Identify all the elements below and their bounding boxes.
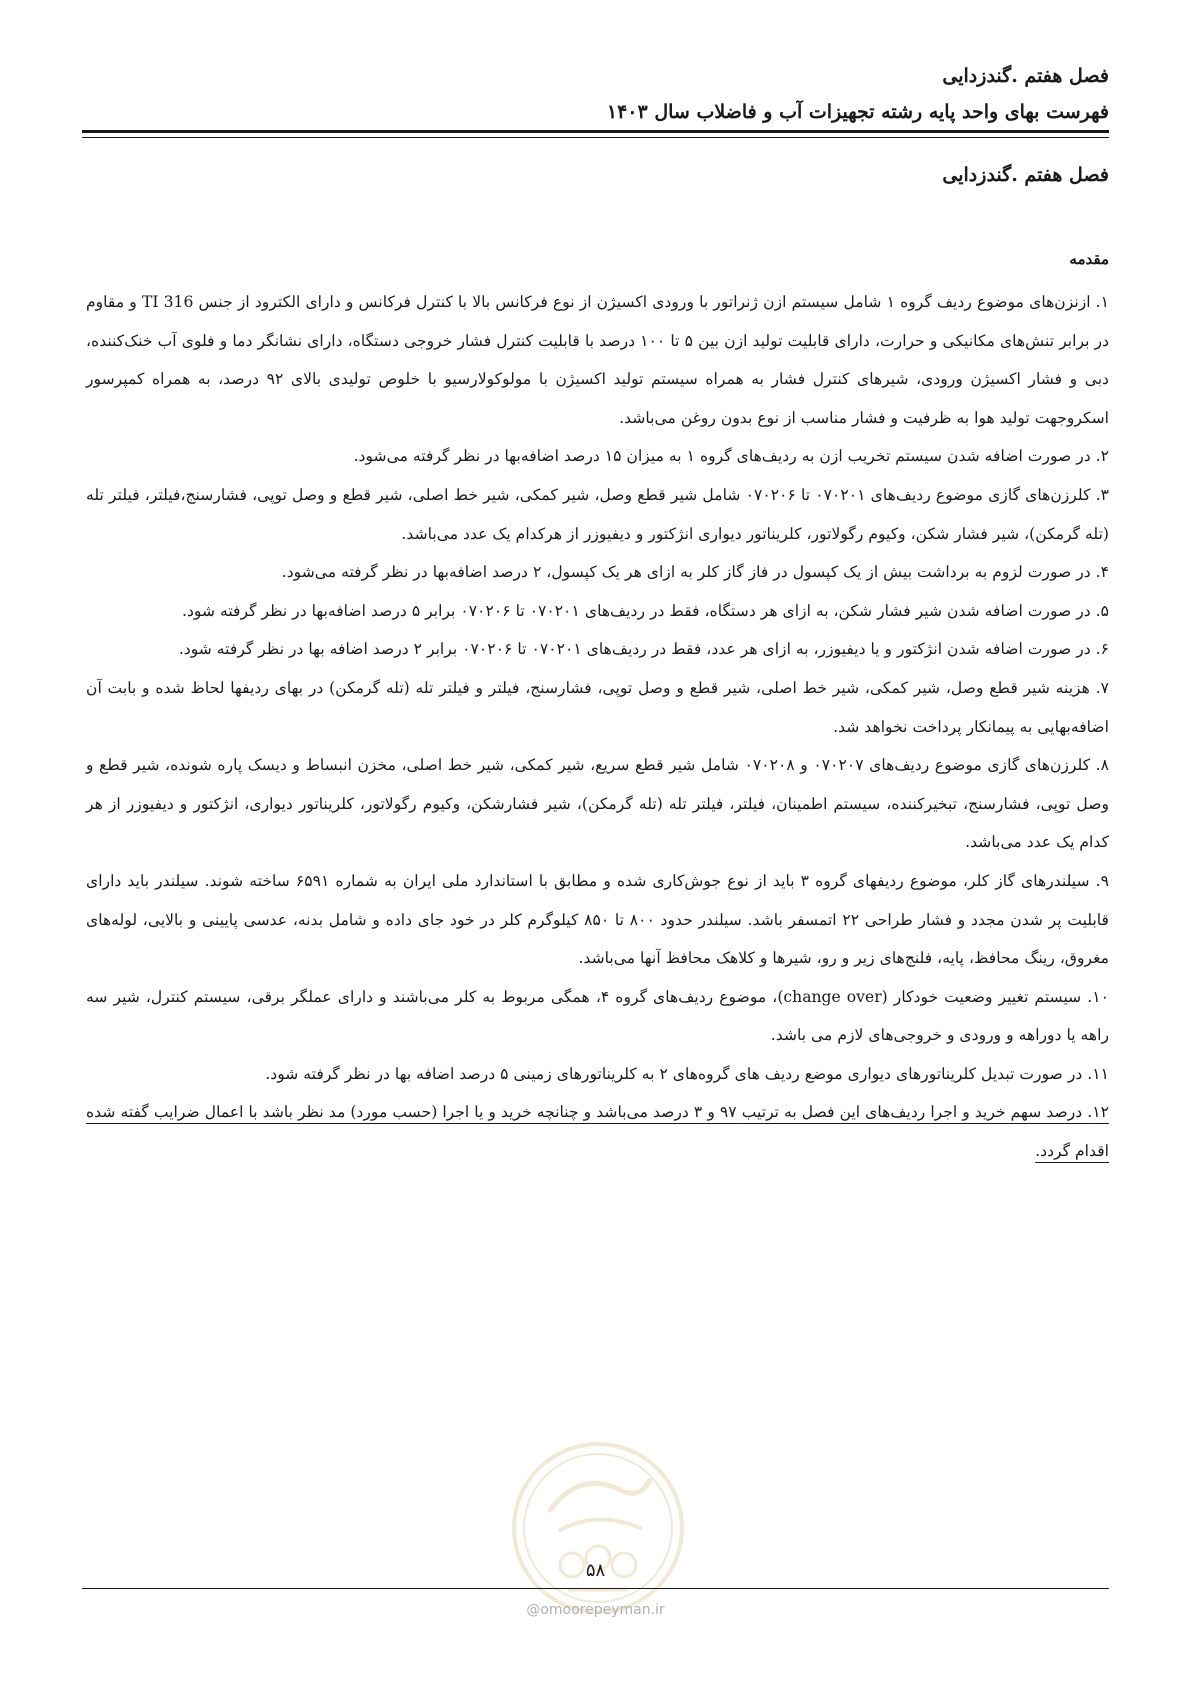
paragraph-2: ۲. در صورت اضافه شدن سیستم تخریب ازن به ردیف‌های گروه ۱ به میزان ۱۵ درصد اضافه‌بها در نظر گرفته می‌شود.	[353, 447, 1109, 466]
paragraph-5: ۵. در صورت اضافه شدن شیر فشار شکن، به ازای هر دستگاه، فقط در ردیف‌های ۰۷۰۲۰۱ تا ۰۷۰۲۰۶ برابر ۵ درصد اضافه‌بها در نظر گرفته شود.	[181, 601, 1109, 620]
footer-url: @omoorepeyman.ir	[526, 1602, 665, 1618]
header-chapter-line: فصل هفتم .گندزدایی	[942, 65, 1109, 87]
paragraph-1: ۱. ازنزن‌های موضوع ردیف گروه ۱ شامل سیستم ازن ژنراتور با ورودی اکسیژن از نوع فرکانس بالا با کنترل فرکانس و دارای الکترود از جنس TI 316 و مقاوم در برابر تنش‌های مکانیکی و حرارت، دارای قابلیت تولید ازن بین ۵ تا ۱۰۰ درصد با قابلیت کنترل فشار خروجی دستگاه، دارای نشانگر دما و فلوی آب خنک‌کننده، دبی و فشار اکسیژن ورودی، شیرهای کنترل فشار به همراه سیستم تولید اکسیژن با مولوکولارسیو با خلوص تولیدی بالای ۹۲ درصد، به همراه کمپرسور اسکروجهت تولید هوا به ظرفیت و فشار مناسب از نوع بدون روغن می‌باشد.	[86, 293, 1110, 427]
paragraph-8: ۸. کلرزن‌های گازی موضوع ردیف‌های ۰۷۰۲۰۷ و ۰۷۰۲۰۸ شامل شیر قطع سریع، شیر کمکی، شیر خط اصلی، مخزن انبساط و دیسک پاره شونده، شیر قطع و وصل توپی، فشارسنج، تبخیرکننده، سیستم اطمینان، فیلتر، فیلتر تله (تله گرمکن)، شیر فشارشکن، وکیوم رگولاتور، کلریناتور دیواری، انژکتور و دیفیوزر از هر کدام یک عدد می‌باشد.	[86, 756, 1109, 852]
header-thick-divider	[82, 130, 1109, 133]
header-document-title: فهرست بهای واحد پایه رشته تجهیزات آب و فاضلاب سال ۱۴۰۳	[606, 101, 1109, 123]
page-number: ۵۸	[585, 1560, 606, 1581]
paragraph-12: ۱۲. درصد سهم خرید و اجرا ردیف‌های این فصل به ترتیب ۹۷ و ۳ درصد می‌باشد و چنانچه خرید و یا اجرا (حسب مورد) مد نظر باشد با اعمال ضرایب گفته شده اقدام گردد.	[86, 1103, 1109, 1161]
footer-divider	[82, 1588, 1109, 1589]
paragraph-11: ۱۱. در صورت تبدیل کلریناتورهای دیواری موضع ردیف های گروه‌های ۲ به کلریناتورهای زمینی ۵ درصد اضافه بها در نظر گرفته شود.	[265, 1064, 1109, 1083]
paragraph-9: ۹. سیلندرهای گاز کلر، موضوع ردیفهای گروه ۳ باید از نوع جوش‌کاری شده و مطابق با استاندارد ملی ایران به شماره ۶۵۹۱ ساخته شوند. سیلندر باید دارای قابلیت پر شدن مجدد و فشار طراحی ۲۲ اتمسفر باشد. سیلندر حدود ۸۰۰ تا ۸۵۰ کیلوگرم کلر در خود جای داده و شامل بدنه، عدسی پایینی و بالایی، لوله‌های مغروق، رینگ محافظ، پایه، فلنج‌های زیر و رو، شیرها و کلاهک محافظ آنها می‌باشد.	[86, 871, 1110, 968]
section-title: مقدمه	[1069, 250, 1109, 268]
chapter-title: فصل هفتم .گندزدایی	[942, 164, 1109, 186]
body-content	[86, 283, 1109, 1171]
paragraph-3: ۳. کلرزن‌های گازی موضوع ردیف‌های ۰۷۰۲۰۱ تا ۰۷۰۲۰۶ شامل شیر قطع وصل، شیر کمکی، شیر خط اصلی، شیر قطع و وصل توپی، فشارسنج،فیلتر، فیلتر تله (تله گرمکن)، شیر فشار شکن، وکیوم رگولاتور، کلریناتور دیواری انژکتور و دیفیوزر از هرکدام یک عدد می‌باشد.	[86, 485, 1109, 543]
paragraph-6: ۶. در صورت اضافه شدن انژکتور و یا دیفیوزر، به ازای هر عدد، فقط در ردیف‌های ۰۷۰۲۰۱ تا ۰۷۰۲۰۶ برابر ۲ درصد اضافه بها در نظر گرفته شود.	[178, 640, 1109, 659]
watermark-seal-icon	[510, 1440, 686, 1616]
paragraph-10: ۱۰. سیستم تغییر وضعیت خودکار (change over)، موضوع ردیف‌های گروه ۴، همگی مربوط به کلر می‌باشند و دارای عملگر برقی، سیستم کنترل، شیر سه راهه یا دوراهه و ورودی و خروجی‌های لازم می باشد.	[86, 987, 1109, 1045]
header-thin-divider	[82, 137, 1109, 138]
page-header	[82, 58, 1109, 130]
paragraph-4: ۴. در صورت لزوم به برداشت بیش از یک کپسول در فاز گاز کلر به ازای هر یک کپسول، ۲ درصد اضافه‌بها در نظر گرفته می‌شود.	[281, 563, 1109, 582]
paragraph-7: ۷. هزینه شیر قطع وصل، شیر کمکی، شیر خط اصلی، شیر قطع و وصل توپی، فشارسنج، فیلتر و فیلتر تله (تله گرمکن) در بهای ردیفها لحاظ شده و بابت آن اضافه‌بهایی به پیمانکار پرداخت نخواهد شد.	[86, 678, 1109, 736]
